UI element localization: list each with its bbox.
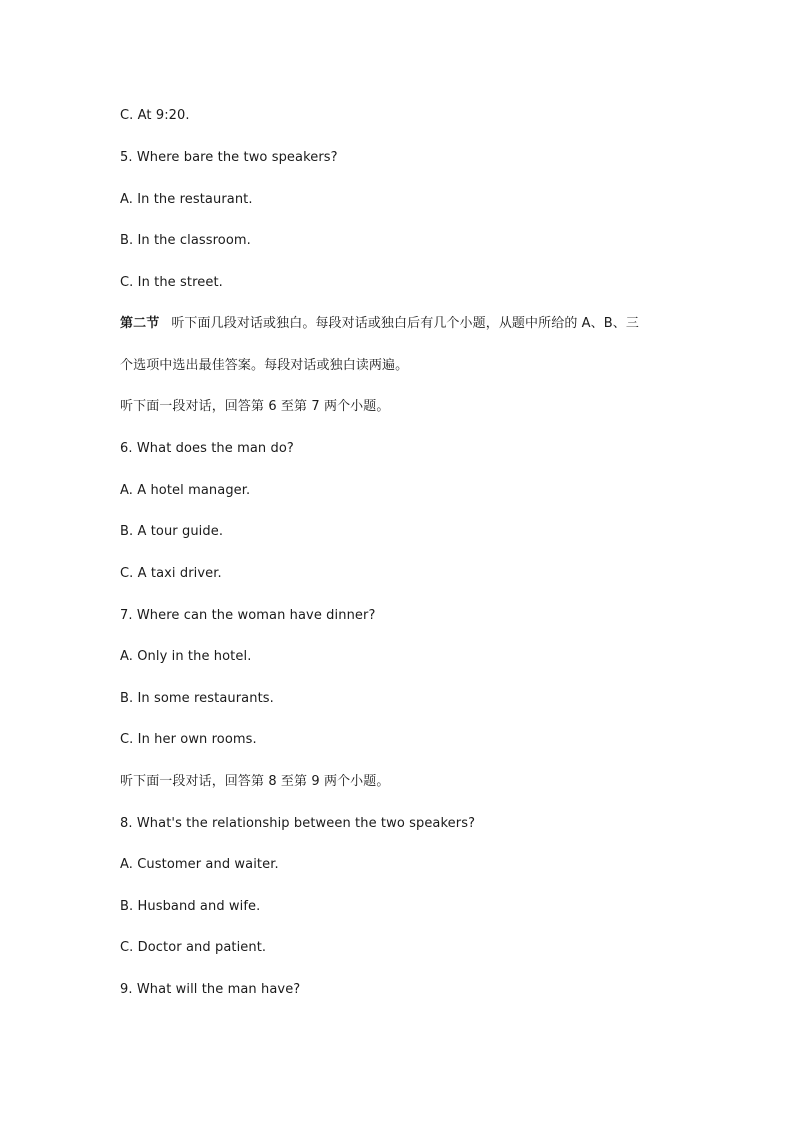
question-6: 6. What does the man do? (120, 441, 294, 456)
dialogue-intro-8-9: 听下面一段对话，回答第 8 至第 9 两个小题。 (120, 774, 390, 789)
option-a-q8: A. Customer and waiter. (120, 857, 279, 872)
option-a-q5: A. In the restaurant. (120, 192, 253, 207)
option-b-q8: B. Husband and wife. (120, 899, 261, 914)
question-9: 9. What will the man have? (120, 982, 301, 997)
section-heading: 第二节 (120, 316, 160, 331)
dialogue-intro-6-7: 听下面一段对话，回答第 6 至第 7 两个小题。 (120, 399, 390, 414)
option-b-q7: B. In some restaurants. (120, 691, 274, 706)
section-instruction: 听下面几段对话或独白。每段对话或独白后有几个小题，从题中所给的 A、B、三 (171, 316, 639, 331)
option-b-q5: B. In the classroom. (120, 233, 251, 248)
section-instruction-cont: 个选项中选出最佳答案。每段对话或独白读两遍。 (120, 358, 409, 373)
question-8: 8. What's the relationship between the two speakers? (120, 816, 476, 831)
question-5: 5. Where bare the two speakers? (120, 150, 338, 165)
option-a-q7: A. Only in the hotel. (120, 649, 252, 664)
section-header (120, 315, 639, 333)
question-7: 7. Where can the woman have dinner? (120, 608, 376, 623)
option-c-q7: C. In her own rooms. (120, 732, 257, 747)
option-a-q6: A. A hotel manager. (120, 483, 251, 498)
option-c-q6: C. A taxi driver. (120, 566, 222, 581)
option-c-q8: C. Doctor and patient. (120, 940, 267, 955)
option-c-q4: C. At 9:20. (120, 108, 190, 123)
option-b-q6: B. A tour guide. (120, 524, 224, 539)
option-c-q5: C. In the street. (120, 275, 223, 290)
